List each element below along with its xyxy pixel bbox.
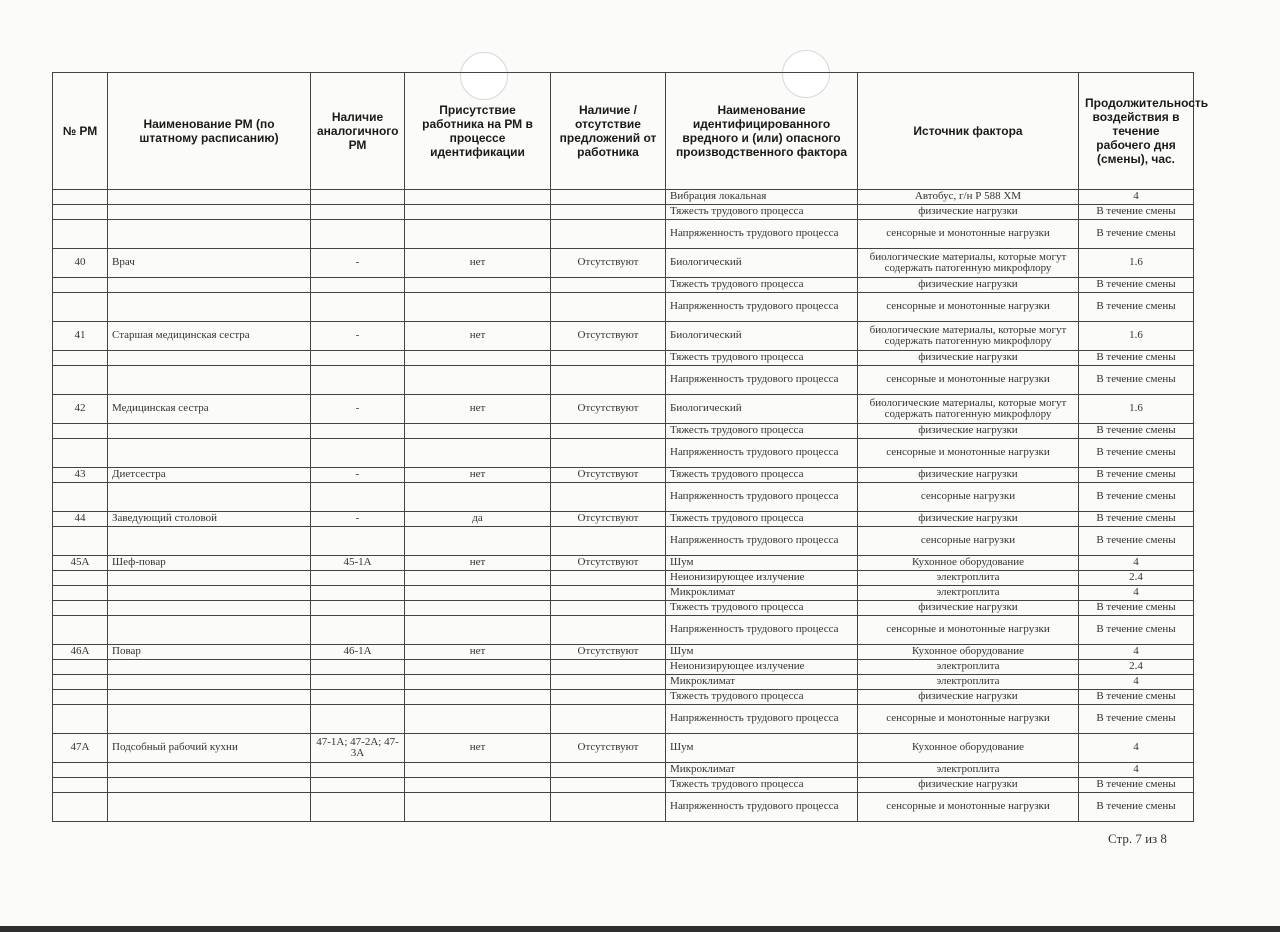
cell-analog <box>311 190 405 205</box>
cell-source: электроплита <box>858 571 1079 586</box>
table-row <box>53 586 1194 601</box>
cell-proposals: Отсутствуют <box>551 249 666 278</box>
cell-duration: В течение смены <box>1079 705 1194 734</box>
cell-proposals <box>551 571 666 586</box>
cell-analog <box>311 675 405 690</box>
table-row <box>53 527 1194 556</box>
cell-analog: - <box>311 512 405 527</box>
cell-name <box>108 190 311 205</box>
cell-name <box>108 527 311 556</box>
table-row <box>53 734 1194 763</box>
table-body <box>53 190 1194 822</box>
cell-factor: Напряженность трудового процесса <box>666 527 858 556</box>
cell-factor: Тяжесть трудового процесса <box>666 512 858 527</box>
cell-presence <box>405 190 551 205</box>
cell-presence <box>405 586 551 601</box>
cell-analog <box>311 616 405 645</box>
cell-num: 40 <box>53 249 108 278</box>
table-row <box>53 660 1194 675</box>
cell-duration: 4 <box>1079 675 1194 690</box>
cell-duration: 1.6 <box>1079 322 1194 351</box>
cell-analog: - <box>311 249 405 278</box>
cell-name: Шеф-повар <box>108 556 311 571</box>
header-duration: Продолжительность воздействия в течение рабочего дня (смены), час. <box>1079 73 1194 190</box>
cell-presence: нет <box>405 468 551 483</box>
cell-proposals <box>551 439 666 468</box>
cell-num <box>53 690 108 705</box>
cell-num: 42 <box>53 395 108 424</box>
cell-factor: Биологический <box>666 395 858 424</box>
cell-factor: Неионизирующее излучение <box>666 571 858 586</box>
cell-duration: 4 <box>1079 556 1194 571</box>
cell-factor: Напряженность трудового процесса <box>666 483 858 512</box>
cell-proposals <box>551 351 666 366</box>
cell-analog <box>311 527 405 556</box>
header-presence: Присутствие работника на РМ в процессе идентификации <box>405 73 551 190</box>
cell-analog <box>311 690 405 705</box>
cell-source: физические нагрузки <box>858 351 1079 366</box>
cell-num: 41 <box>53 322 108 351</box>
cell-duration: В течение смены <box>1079 439 1194 468</box>
header-num: № РМ <box>53 73 108 190</box>
cell-duration: В течение смены <box>1079 778 1194 793</box>
cell-presence <box>405 793 551 822</box>
cell-presence <box>405 690 551 705</box>
cell-source: биологические материалы, которые могут содержать патогенную микрофлору <box>858 322 1079 351</box>
table-row <box>53 322 1194 351</box>
cell-factor: Напряженность трудового процесса <box>666 793 858 822</box>
cell-factor: Напряженность трудового процесса <box>666 293 858 322</box>
cell-presence <box>405 601 551 616</box>
cell-num <box>53 483 108 512</box>
table-row <box>53 616 1194 645</box>
cell-num: 44 <box>53 512 108 527</box>
cell-num <box>53 660 108 675</box>
cell-num: 46А <box>53 645 108 660</box>
cell-proposals <box>551 205 666 220</box>
cell-factor: Шум <box>666 645 858 660</box>
cell-proposals <box>551 220 666 249</box>
cell-factor: Тяжесть трудового процесса <box>666 778 858 793</box>
cell-analog <box>311 351 405 366</box>
cell-proposals: Отсутствуют <box>551 556 666 571</box>
cell-name <box>108 601 311 616</box>
cell-name <box>108 220 311 249</box>
cell-name: Старшая медицинская сестра <box>108 322 311 351</box>
cell-proposals <box>551 778 666 793</box>
table-row <box>53 220 1194 249</box>
table-row <box>53 278 1194 293</box>
cell-analog <box>311 601 405 616</box>
cell-presence <box>405 483 551 512</box>
cell-presence: нет <box>405 734 551 763</box>
cell-presence: нет <box>405 249 551 278</box>
cell-duration: 4 <box>1079 763 1194 778</box>
cell-num <box>53 705 108 734</box>
cell-analog: - <box>311 395 405 424</box>
table-row <box>53 645 1194 660</box>
header-proposals: Наличие / отсутствие предложений от работника <box>551 73 666 190</box>
table-row <box>53 205 1194 220</box>
cell-duration: 4 <box>1079 190 1194 205</box>
cell-analog <box>311 293 405 322</box>
cell-presence <box>405 293 551 322</box>
cell-num <box>53 190 108 205</box>
cell-num: 43 <box>53 468 108 483</box>
cell-duration: В течение смены <box>1079 690 1194 705</box>
cell-source: сенсорные и монотонные нагрузки <box>858 293 1079 322</box>
cell-name <box>108 675 311 690</box>
cell-presence: да <box>405 512 551 527</box>
cell-source: физические нагрузки <box>858 601 1079 616</box>
cell-presence <box>405 278 551 293</box>
cell-source: сенсорные и монотонные нагрузки <box>858 366 1079 395</box>
cell-num <box>53 351 108 366</box>
cell-factor: Шум <box>666 734 858 763</box>
cell-source: физические нагрузки <box>858 512 1079 527</box>
cell-name <box>108 483 311 512</box>
cell-name <box>108 293 311 322</box>
cell-proposals <box>551 190 666 205</box>
cell-num <box>53 778 108 793</box>
cell-name <box>108 571 311 586</box>
cell-presence <box>405 205 551 220</box>
cell-source: биологические материалы, которые могут содержать патогенную микрофлору <box>858 249 1079 278</box>
cell-num: 47А <box>53 734 108 763</box>
cell-source: сенсорные нагрузки <box>858 527 1079 556</box>
cell-name <box>108 763 311 778</box>
cell-proposals: Отсутствуют <box>551 395 666 424</box>
table-row <box>53 468 1194 483</box>
cell-presence <box>405 660 551 675</box>
cell-analog <box>311 220 405 249</box>
cell-factor: Тяжесть трудового процесса <box>666 278 858 293</box>
cell-proposals <box>551 527 666 556</box>
cell-presence <box>405 571 551 586</box>
cell-proposals <box>551 366 666 395</box>
cell-presence <box>405 675 551 690</box>
cell-analog: 46-1А <box>311 645 405 660</box>
cell-analog <box>311 586 405 601</box>
cell-proposals <box>551 424 666 439</box>
cell-presence <box>405 763 551 778</box>
cell-factor: Неионизирующее излучение <box>666 660 858 675</box>
cell-name <box>108 351 311 366</box>
cell-factor: Шум <box>666 556 858 571</box>
cell-source: электроплита <box>858 763 1079 778</box>
table-row <box>53 190 1194 205</box>
cell-source: сенсорные и монотонные нагрузки <box>858 616 1079 645</box>
cell-analog <box>311 424 405 439</box>
cell-name <box>108 366 311 395</box>
cell-proposals: Отсутствуют <box>551 512 666 527</box>
cell-source: сенсорные и монотонные нагрузки <box>858 705 1079 734</box>
cell-name: Диетсестра <box>108 468 311 483</box>
cell-analog <box>311 439 405 468</box>
cell-name <box>108 205 311 220</box>
cell-factor: Тяжесть трудового процесса <box>666 424 858 439</box>
cell-analog <box>311 278 405 293</box>
cell-num <box>53 527 108 556</box>
cell-duration: В течение смены <box>1079 512 1194 527</box>
cell-source: сенсорные и монотонные нагрузки <box>858 220 1079 249</box>
cell-analog <box>311 793 405 822</box>
cell-proposals <box>551 675 666 690</box>
cell-duration: 4 <box>1079 645 1194 660</box>
cell-num <box>53 586 108 601</box>
cell-source: электроплита <box>858 660 1079 675</box>
cell-source: физические нагрузки <box>858 778 1079 793</box>
cell-source: электроплита <box>858 675 1079 690</box>
cell-analog <box>311 483 405 512</box>
cell-presence <box>405 424 551 439</box>
cell-analog <box>311 778 405 793</box>
cell-proposals <box>551 763 666 778</box>
table-row <box>53 249 1194 278</box>
cell-source: физические нагрузки <box>858 424 1079 439</box>
cell-presence: нет <box>405 645 551 660</box>
cell-proposals <box>551 601 666 616</box>
cell-source: Автобус, г/н Р 588 ХМ <box>858 190 1079 205</box>
cell-name: Врач <box>108 249 311 278</box>
cell-factor: Напряженность трудового процесса <box>666 616 858 645</box>
cell-source: сенсорные и монотонные нагрузки <box>858 793 1079 822</box>
cell-factor: Тяжесть трудового процесса <box>666 205 858 220</box>
cell-proposals <box>551 616 666 645</box>
cell-proposals <box>551 586 666 601</box>
cell-name: Повар <box>108 645 311 660</box>
cell-num <box>53 601 108 616</box>
table-row <box>53 293 1194 322</box>
table-row <box>53 395 1194 424</box>
cell-duration: В течение смены <box>1079 293 1194 322</box>
cell-factor: Напряженность трудового процесса <box>666 366 858 395</box>
cell-num <box>53 763 108 778</box>
table-row <box>53 483 1194 512</box>
cell-factor: Тяжесть трудового процесса <box>666 351 858 366</box>
cell-proposals <box>551 793 666 822</box>
cell-duration: В течение смены <box>1079 366 1194 395</box>
cell-duration: В течение смены <box>1079 601 1194 616</box>
cell-duration: В течение смены <box>1079 616 1194 645</box>
table-row <box>53 512 1194 527</box>
table-header-row <box>53 73 1194 190</box>
cell-factor: Напряженность трудового процесса <box>666 439 858 468</box>
cell-duration: В течение смены <box>1079 468 1194 483</box>
cell-factor: Напряженность трудового процесса <box>666 220 858 249</box>
cell-duration: В течение смены <box>1079 424 1194 439</box>
cell-duration: 2.4 <box>1079 571 1194 586</box>
cell-num <box>53 278 108 293</box>
cell-name <box>108 424 311 439</box>
page-number: Стр. 7 из 8 <box>1108 831 1167 846</box>
cell-presence <box>405 616 551 645</box>
cell-duration: 1.6 <box>1079 249 1194 278</box>
cell-factor: Напряженность трудового процесса <box>666 705 858 734</box>
cell-factor: Микроклимат <box>666 675 858 690</box>
cell-duration: 1.6 <box>1079 395 1194 424</box>
cell-num <box>53 220 108 249</box>
cell-factor: Тяжесть трудового процесса <box>666 601 858 616</box>
cell-name <box>108 660 311 675</box>
cell-name <box>108 778 311 793</box>
table-row <box>53 778 1194 793</box>
cell-num: 45А <box>53 556 108 571</box>
cell-name <box>108 278 311 293</box>
table-row <box>53 675 1194 690</box>
cell-proposals: Отсутствуют <box>551 734 666 763</box>
cell-duration: 4 <box>1079 586 1194 601</box>
cell-source: физические нагрузки <box>858 690 1079 705</box>
cell-duration: В течение смены <box>1079 220 1194 249</box>
cell-proposals <box>551 690 666 705</box>
cell-num <box>53 205 108 220</box>
table-row <box>53 690 1194 705</box>
cell-factor: Вибрация локальная <box>666 190 858 205</box>
cell-factor: Микроклимат <box>666 763 858 778</box>
cell-presence <box>405 220 551 249</box>
cell-num <box>53 616 108 645</box>
cell-factor: Микроклимат <box>666 586 858 601</box>
cell-analog: - <box>311 468 405 483</box>
table-row <box>53 571 1194 586</box>
cell-factor: Тяжесть трудового процесса <box>666 468 858 483</box>
cell-source: Кухонное оборудование <box>858 645 1079 660</box>
workplace-factors-table <box>52 72 1209 822</box>
cell-duration: В течение смены <box>1079 793 1194 822</box>
cell-duration: В течение смены <box>1079 351 1194 366</box>
cell-proposals <box>551 660 666 675</box>
cell-name <box>108 705 311 734</box>
cell-num <box>53 675 108 690</box>
cell-duration: В течение смены <box>1079 205 1194 220</box>
cell-presence: нет <box>405 395 551 424</box>
cell-source: Кухонное оборудование <box>858 734 1079 763</box>
cell-name: Заведующий столовой <box>108 512 311 527</box>
cell-source: электроплита <box>858 586 1079 601</box>
cell-analog <box>311 660 405 675</box>
cell-proposals <box>551 483 666 512</box>
cell-name <box>108 793 311 822</box>
cell-num <box>53 424 108 439</box>
cell-num <box>53 571 108 586</box>
cell-factor: Биологический <box>666 322 858 351</box>
cell-num <box>53 293 108 322</box>
cell-analog: 45-1А <box>311 556 405 571</box>
cell-source: Кухонное оборудование <box>858 556 1079 571</box>
cell-duration: В течение смены <box>1079 278 1194 293</box>
cell-analog <box>311 205 405 220</box>
cell-factor: Биологический <box>666 249 858 278</box>
cell-proposals: Отсутствуют <box>551 645 666 660</box>
cell-proposals: Отсутствуют <box>551 468 666 483</box>
cell-name <box>108 439 311 468</box>
cell-name: Подсобный рабочий кухни <box>108 734 311 763</box>
cell-proposals <box>551 705 666 734</box>
cell-duration: 2.4 <box>1079 660 1194 675</box>
cell-proposals <box>551 278 666 293</box>
cell-analog: 47-1А; 47-2А; 47-3А <box>311 734 405 763</box>
cell-name <box>108 586 311 601</box>
cell-presence <box>405 439 551 468</box>
table-row <box>53 351 1194 366</box>
cell-name <box>108 616 311 645</box>
scan-edge-bar <box>0 926 1280 932</box>
header-name: Наименование РМ (по штатному расписанию) <box>108 73 311 190</box>
table-row <box>53 556 1194 571</box>
cell-presence <box>405 351 551 366</box>
cell-duration: В течение смены <box>1079 483 1194 512</box>
cell-source: физические нагрузки <box>858 468 1079 483</box>
cell-analog <box>311 705 405 734</box>
cell-analog <box>311 763 405 778</box>
cell-num <box>53 439 108 468</box>
cell-num <box>53 793 108 822</box>
cell-source: физические нагрузки <box>858 278 1079 293</box>
cell-duration: 4 <box>1079 734 1194 763</box>
cell-factor: Тяжесть трудового процесса <box>666 690 858 705</box>
table-row <box>53 601 1194 616</box>
header-analog: Наличие аналогичного РМ <box>311 73 405 190</box>
cell-source: биологические материалы, которые могут содержать патогенную микрофлору <box>858 395 1079 424</box>
cell-analog <box>311 571 405 586</box>
table-row <box>53 424 1194 439</box>
cell-name <box>108 690 311 705</box>
table-row <box>53 705 1194 734</box>
cell-analog: - <box>311 322 405 351</box>
cell-num <box>53 366 108 395</box>
cell-source: физические нагрузки <box>858 205 1079 220</box>
table-row <box>53 763 1194 778</box>
cell-source: сенсорные и монотонные нагрузки <box>858 439 1079 468</box>
header-source: Источник фактора <box>858 73 1079 190</box>
header-factor: Наименование идентифицированного вредного и (или) опасного производственного фактора <box>666 73 858 190</box>
table-row <box>53 793 1194 822</box>
cell-presence <box>405 778 551 793</box>
cell-presence <box>405 705 551 734</box>
cell-presence <box>405 527 551 556</box>
cell-name: Медицинская сестра <box>108 395 311 424</box>
cell-proposals <box>551 293 666 322</box>
cell-proposals: Отсутствуют <box>551 322 666 351</box>
cell-presence: нет <box>405 556 551 571</box>
cell-source: сенсорные нагрузки <box>858 483 1079 512</box>
cell-presence: нет <box>405 322 551 351</box>
cell-analog <box>311 366 405 395</box>
table-row <box>53 366 1194 395</box>
table-row <box>53 439 1194 468</box>
cell-duration: В течение смены <box>1079 527 1194 556</box>
cell-presence <box>405 366 551 395</box>
